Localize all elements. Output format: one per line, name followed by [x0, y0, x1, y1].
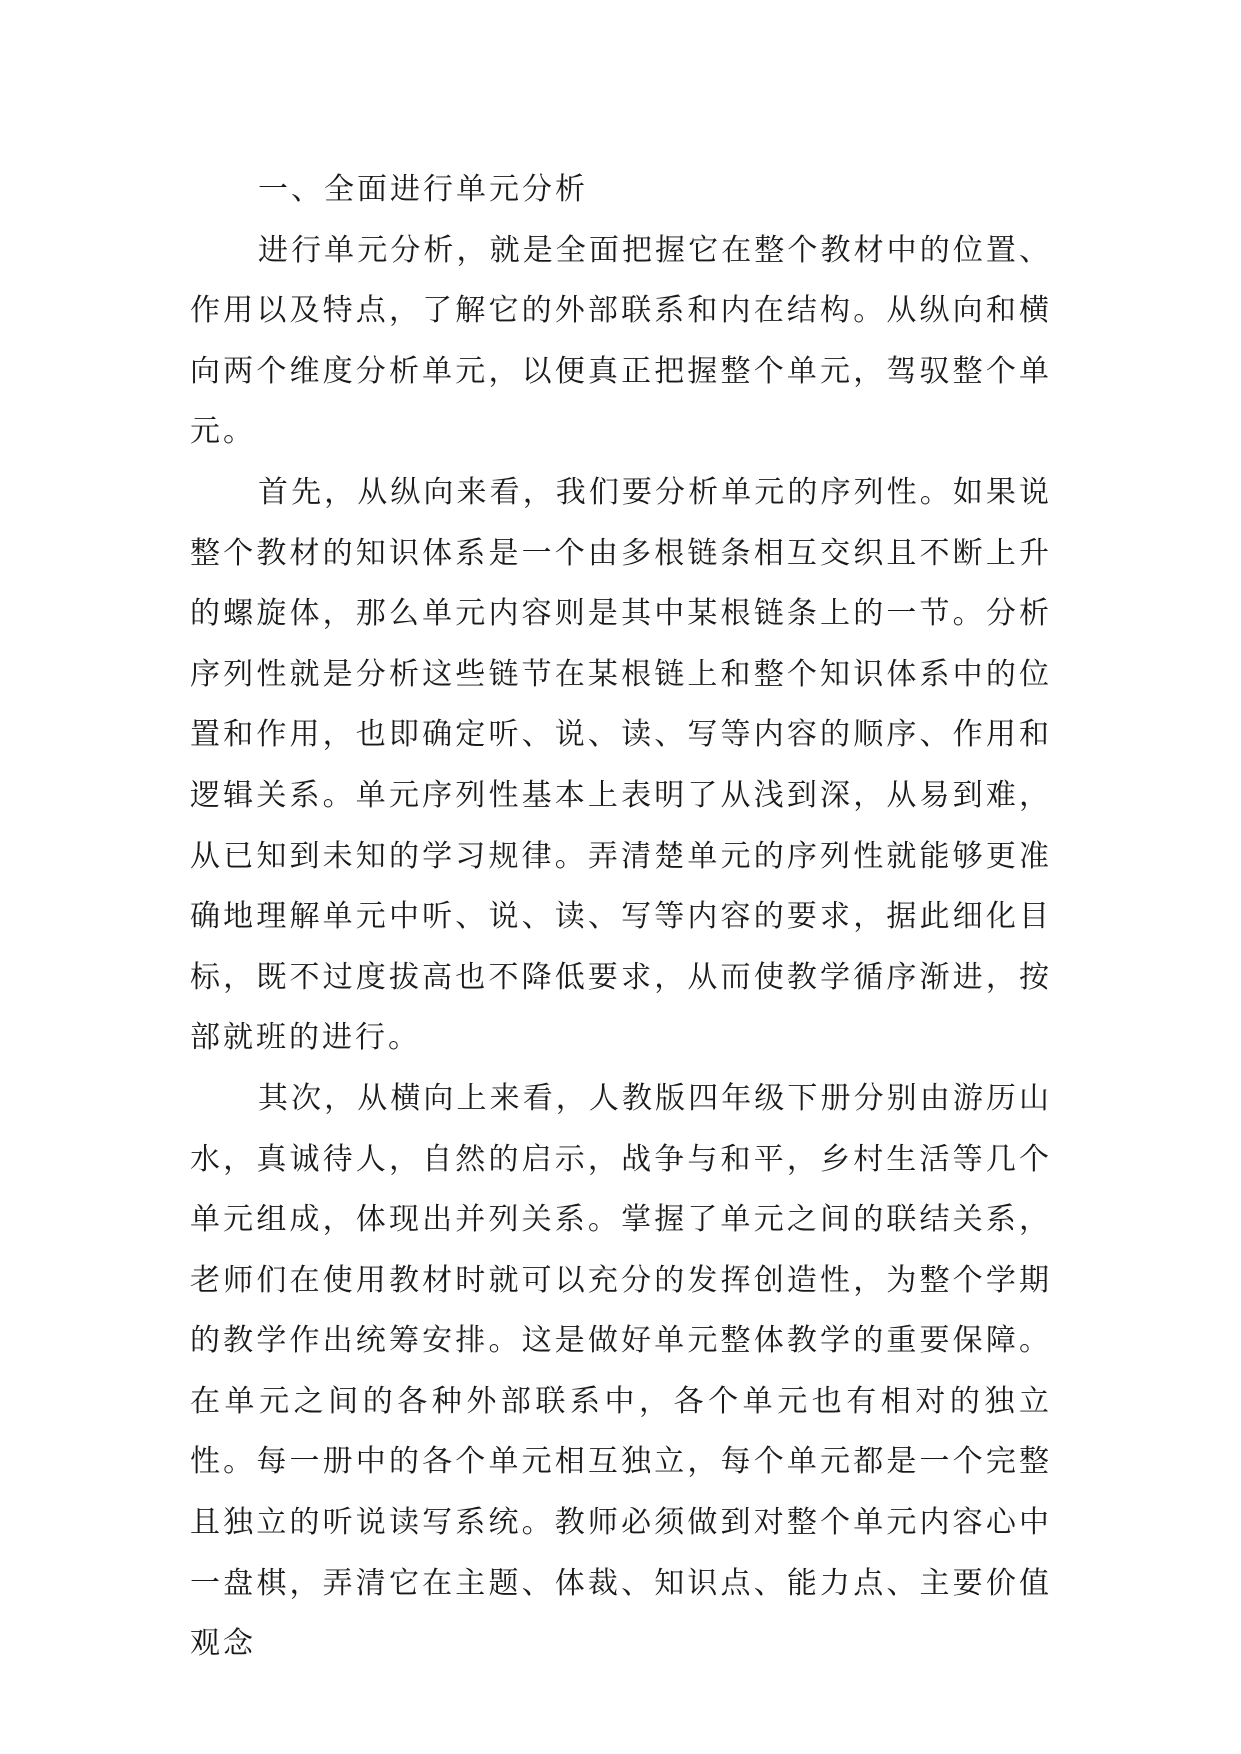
- document-body: [190, 160, 1052, 1675]
- section-heading: 一、全面进行单元分析: [258, 172, 588, 207]
- paragraph-unit-analysis-intro: 进行单元分析，就是全面把握它在整个教材中的位置、作用以及特点，了解它的外部联系和内在结构。从纵向和横向两个维度分析单元，以便真正把握整个单元，驾驭整个单元。: [190, 232, 1052, 450]
- paragraph-vertical-sequence: 首先，从纵向来看，我们要分析单元的序列性。如果说整个教材的知识体系是一个由多根链条相互交织且不断上升的螺旋体，那么单元内容则是其中某根链条上的一节。分析序列性就是分析这些链节在某根链上和整个知识体系中的位置和作用，也即确定听、说、读、写等内容的顺序、作用和逻辑关系。单元序列性基本上表明了从浅到深，从易到难，从已知到未知的学习规律。弄清楚单元的序列性就能够更准确地理解单元中听、说、读、写等内容的要求，据此细化目标，既不过度拔高也不降低要求，从而使教学循序渐进，按部就班的进行。: [190, 474, 1052, 1056]
- paragraph-horizontal-relation: 其次，从横向上来看，人教版四年级下册分别由游历山水，真诚待人，自然的启示，战争与和平，乡村生活等几个单元组成，体现出并列关系。掌握了单元之间的联结关系，老师们在使用教材时就可以充分的发挥创造性，为整个学期的教学作出统筹安排。这是做好单元整体教学的重要保障。在单元之间的各种外部联系中，各个单元也有相对的独立性。每一册中的各个单元相互独立，每个单元都是一个完整且独立的听说读写系统。教师必须做到对整个单元内容心中一盘棋，弄清它在主题、体裁、知识点、能力点、主要价值观念: [190, 1080, 1052, 1662]
